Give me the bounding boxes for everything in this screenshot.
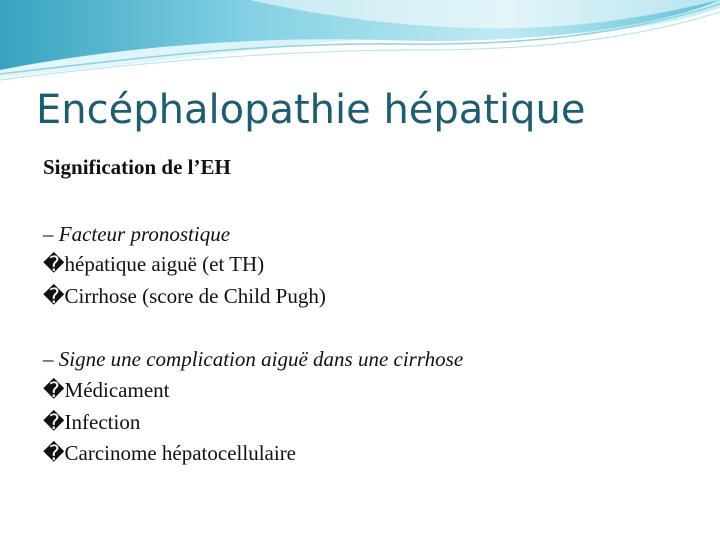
sub-bullet-acute-hepatic: �hépatique aiguë (et TH) [43, 252, 265, 276]
bullet-prognostic-factor: – Facteur pronostique [43, 222, 231, 246]
sub-bullet-infection: �Infection [43, 410, 141, 434]
bullet-acute-complication: – Signe une complication aiguë dans une cirrhose [43, 347, 464, 371]
section-heading: Signification de l’EH [43, 155, 231, 179]
header-wave-decoration [0, 0, 720, 90]
sub-bullet-cirrhosis: �Cirrhose (score de Child Pugh) [43, 284, 326, 308]
sub-bullet-medication: �Médicament [43, 378, 170, 402]
slide-title: Encéphalopathie hépatique [36, 87, 586, 133]
sub-bullet-hepatocellular-carcinoma: �Carcinome hépatocellulaire [43, 441, 297, 465]
